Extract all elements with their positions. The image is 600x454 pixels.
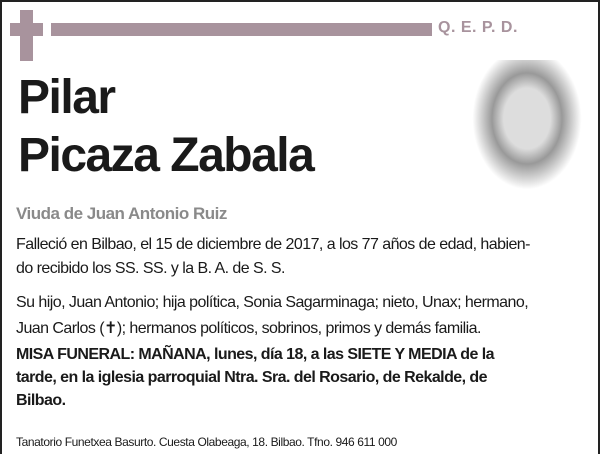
family-text-1: Su hijo, Juan Antonio; hija política, Sonia Sagarminaga; nieto, Unax; hermano, [16, 294, 529, 311]
funeral-text-2: tarde, en la iglesia parroquial Ntra. Sra. del Rosario, de Rekalde, de [16, 369, 488, 386]
portrait-photo [472, 60, 582, 190]
cross-icon-arm [10, 23, 43, 36]
funeral-text-3: Bilbao. [16, 392, 66, 409]
family-text-2: Juan Carlos (✝); hermanos políticos, sobrinos, primos y demás familia. [16, 320, 481, 337]
first-name: Pilar [18, 71, 115, 124]
qepd-label: Q. E. P. D. [438, 19, 518, 36]
funeral-home-footer: Tanatorio Funetxea Basurto. Cuesta Olabeaga, 18. Bilbao. Tfno. 946 611 000 [16, 435, 397, 449]
widow-of: Viuda de Juan Antonio Ruiz [16, 204, 227, 223]
last-name: Picaza Zabala [18, 129, 314, 182]
funeral-text-1: MISA FUNERAL: MAÑANA, lunes, día 18, a las SIETE Y MEDIA de la [16, 346, 495, 363]
header-rule [51, 23, 432, 36]
death-text-1: Falleció en Bilbao, el 15 de diciembre de 2017, a los 77 años de edad, habien- [16, 236, 530, 253]
death-text-2: do recibido los SS. SS. y la B. A. de S. S. [16, 260, 285, 277]
